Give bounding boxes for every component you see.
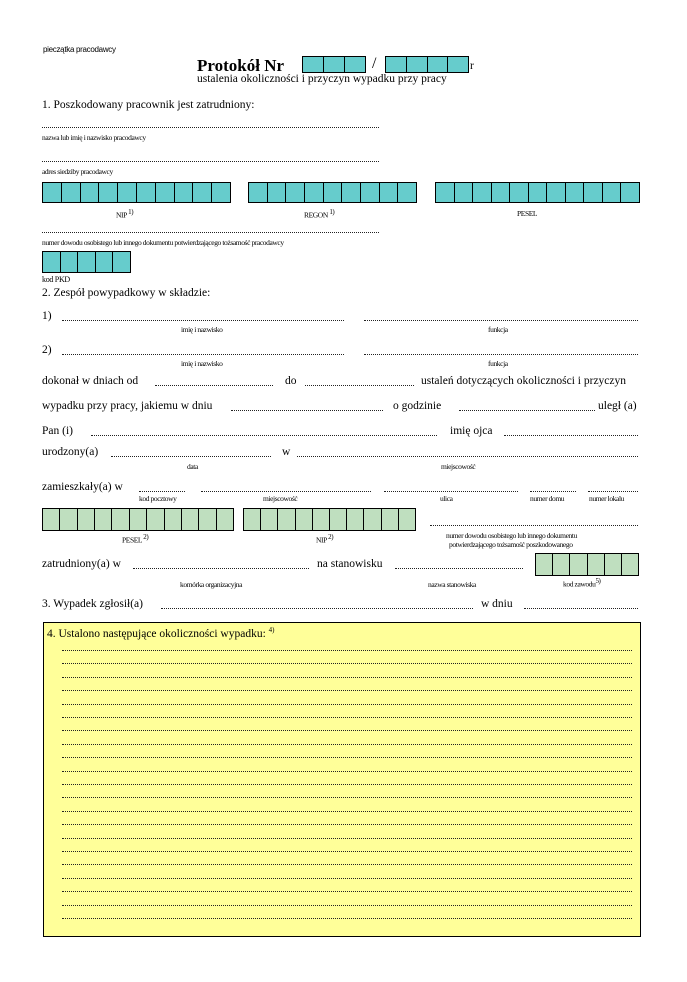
employer-id-label: numer dowodu osobistego lub innego dokumentu potwierdzającego tożsamość pracodawcy xyxy=(42,238,284,247)
member1-name-field[interactable] xyxy=(62,320,344,321)
nip-label: NIP $^{1)}$ xyxy=(116,208,134,220)
title-slash: / xyxy=(372,55,377,72)
victim-id-label-2: potwierdzającego tożsamość poszkodowanego xyxy=(449,540,573,549)
victim-pesel-label: PESEL $^{2)}$ xyxy=(122,533,149,545)
circumstances-line[interactable] xyxy=(62,811,632,812)
victim-nip-field[interactable] xyxy=(243,508,416,531)
locality-field[interactable] xyxy=(201,491,371,492)
member2-number: 2) xyxy=(42,344,52,356)
accident-hour-field[interactable] xyxy=(459,410,595,411)
pkd-label: kod PKD xyxy=(42,275,70,284)
flat-number-label: numer lokalu xyxy=(589,494,624,503)
circumstances-line[interactable] xyxy=(62,650,632,651)
days-from-text: dokonał w dniach od xyxy=(42,375,139,387)
victim-name-field[interactable] xyxy=(91,435,437,436)
at-hour-text: o godzinie xyxy=(393,400,442,412)
stamp-label: pieczątka pracodawcy xyxy=(43,45,116,54)
pkd-code-field[interactable] xyxy=(42,251,131,273)
member1-function-field[interactable] xyxy=(364,320,638,321)
employer-pesel-field[interactable] xyxy=(435,182,640,203)
mr-text: Pan (i) xyxy=(42,425,73,437)
circumstances-line[interactable] xyxy=(62,757,632,758)
circumstances-line[interactable] xyxy=(62,730,632,731)
org-unit-label: komórka organizacyjna xyxy=(180,580,243,589)
father-name-text: imię ojca xyxy=(450,425,493,437)
employer-name-label: nazwa lub imię i nazwisko pracodawcy xyxy=(42,133,146,142)
year-suffix: r xyxy=(470,60,474,72)
member1-function-label: funkcja xyxy=(488,325,508,334)
locality-label: miejscowość xyxy=(263,494,298,503)
circumstances-line[interactable] xyxy=(62,784,632,785)
to-text: do xyxy=(285,375,297,387)
street-field[interactable] xyxy=(384,491,518,492)
employer-id-field[interactable] xyxy=(42,232,379,233)
circumstances-line[interactable] xyxy=(62,663,632,664)
position-field[interactable] xyxy=(395,568,523,569)
date-to-field[interactable] xyxy=(305,385,414,386)
circumstances-line[interactable] xyxy=(62,838,632,839)
employer-name-field[interactable] xyxy=(42,127,379,128)
date-from-field[interactable] xyxy=(155,385,273,386)
org-unit-field[interactable] xyxy=(133,568,309,569)
circumstances-line[interactable] xyxy=(62,797,632,798)
victim-id-label-1: numer dowodu osobistego lub innego dokumentu xyxy=(446,531,577,540)
born-in-text: w xyxy=(282,446,291,458)
birth-date-field[interactable] xyxy=(111,456,271,457)
section1-heading: 1. Poszkodowany pracownik jest zatrudniony: xyxy=(42,99,255,111)
postal-code-label: kod pocztowy xyxy=(139,494,177,503)
circumstances-line[interactable] xyxy=(62,851,632,852)
position-label: nazwa stanowiska xyxy=(428,580,476,589)
member2-function-label: funkcja xyxy=(488,359,508,368)
postal-code-field[interactable] xyxy=(139,491,185,492)
member2-function-field[interactable] xyxy=(364,354,638,355)
pesel-label: PESEL xyxy=(517,209,538,218)
circumstances-line[interactable] xyxy=(62,824,632,825)
member2-name-label: imię i nazwisko xyxy=(181,359,223,368)
residing-text: zamieszkały(a) w xyxy=(42,481,123,493)
reported-day-text: w dniu xyxy=(481,598,513,610)
circumstances-line[interactable] xyxy=(62,891,632,892)
position-text: na stanowisku xyxy=(317,558,383,570)
section4-heading: 4. Ustalono następujące okoliczności wypadku: $^{4)}$ xyxy=(47,626,275,640)
circumstances-line[interactable] xyxy=(62,878,632,879)
flat-number-field[interactable] xyxy=(588,491,638,492)
employer-nip-field[interactable] xyxy=(42,182,231,203)
circumstances-line[interactable] xyxy=(62,717,632,718)
section2-heading: 2. Zespół powypadkowy w składzie: xyxy=(42,287,211,299)
member2-name-field[interactable] xyxy=(62,354,344,355)
circumstances-line[interactable] xyxy=(62,864,632,865)
victim-id-field[interactable] xyxy=(430,525,638,526)
place-label: miejscowość xyxy=(441,462,476,471)
victim-pesel-field[interactable] xyxy=(42,508,234,531)
employer-regon-field[interactable] xyxy=(248,182,417,203)
suffered-text: uległ (a) xyxy=(598,400,637,412)
circumstances-line[interactable] xyxy=(62,905,632,906)
house-number-field[interactable] xyxy=(530,491,576,492)
occupation-code-label: kod zawodu$^{5)}$ xyxy=(563,577,601,589)
employer-address-label: adres siedziby pracodawcy xyxy=(42,167,113,176)
circumstances-panel[interactable] xyxy=(43,622,641,937)
reported-date-field[interactable] xyxy=(524,608,638,609)
circumstances-line[interactable] xyxy=(62,677,632,678)
victim-nip-label: NIP $^{2)}$ xyxy=(316,533,334,545)
employer-address-field[interactable] xyxy=(42,161,379,162)
protocol-year-field[interactable] xyxy=(385,56,469,73)
page-title: Protokół Nr xyxy=(197,56,285,75)
circumstances-line[interactable] xyxy=(62,744,632,745)
accident-day-text: wypadku przy pracy, jakiemu w dniu xyxy=(42,400,213,412)
date-label: data xyxy=(187,462,198,471)
father-name-field[interactable] xyxy=(504,435,638,436)
occupation-code-field[interactable] xyxy=(535,553,639,576)
section3-heading: 3. Wypadek zgłosił(a) xyxy=(42,598,143,610)
member1-number: 1) xyxy=(42,310,52,322)
employed-text: zatrudniony(a) w xyxy=(42,558,121,570)
house-number-label: numer domu xyxy=(530,494,565,503)
born-text: urodzony(a) xyxy=(42,446,99,458)
member1-name-label: imię i nazwisko xyxy=(181,325,223,334)
circumstances-line[interactable] xyxy=(62,771,632,772)
protocol-number-field[interactable] xyxy=(302,56,366,73)
accident-date-field[interactable] xyxy=(231,410,383,411)
regon-label: REGON $^{1)}$ xyxy=(304,208,335,220)
circumstances-line[interactable] xyxy=(62,918,632,919)
circumstances-line[interactable] xyxy=(62,690,632,691)
page-subtitle: ustalenia okoliczności i przyczyn wypadku przy pracy xyxy=(197,73,447,85)
circumstances-line[interactable] xyxy=(62,704,632,705)
street-label: ulica xyxy=(440,494,453,503)
reported-by-field[interactable] xyxy=(161,608,473,609)
birth-place-field[interactable] xyxy=(297,456,638,457)
establishment-text: ustaleń dotyczących okoliczności i przyczyn xyxy=(421,375,627,387)
